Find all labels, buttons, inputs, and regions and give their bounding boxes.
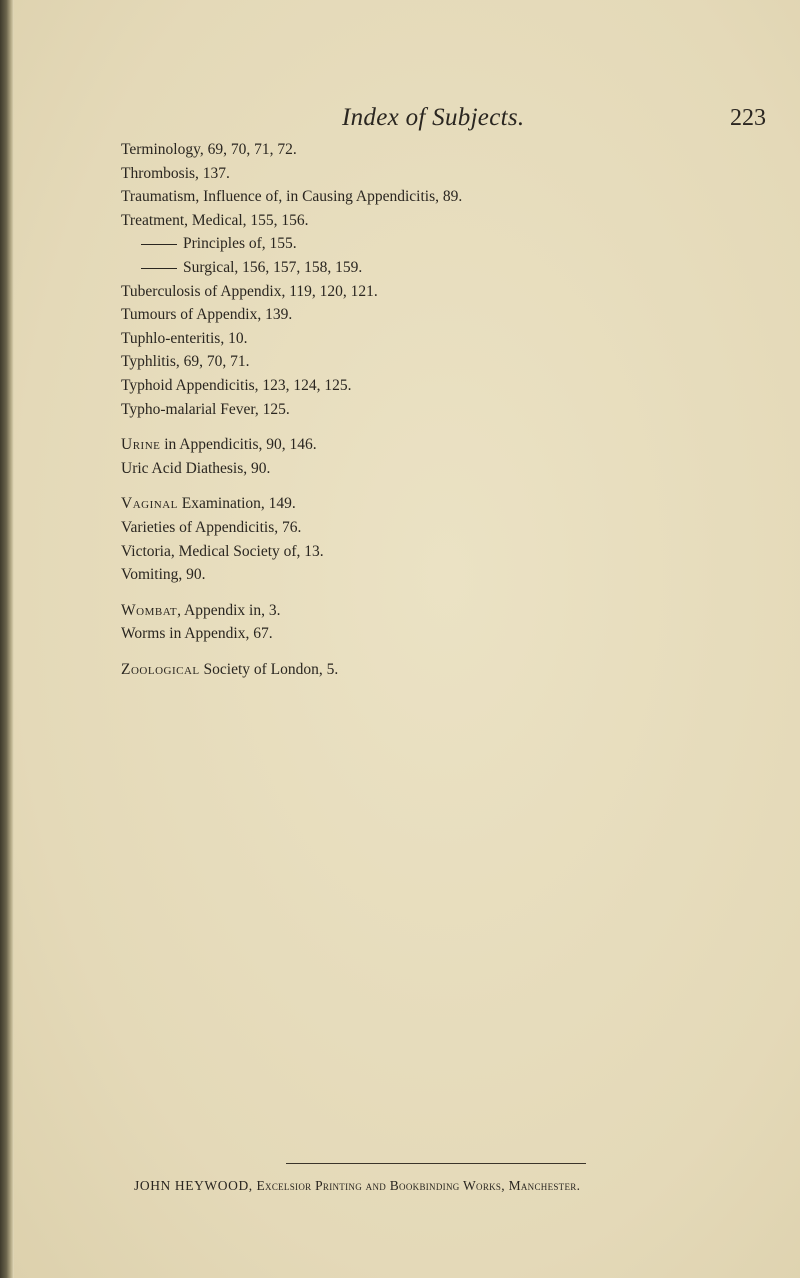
index-entry-text: Society of London, 5. [199, 660, 339, 678]
page-number: 223 [730, 105, 766, 131]
index-entry: Terminology, 69, 70, 71, 72. [121, 141, 297, 158]
index-entry: Uric Acid Diathesis, 90. [121, 459, 271, 477]
index-group-w [121, 599, 761, 646]
index-entry: Tumours of Appendix, 139. [121, 306, 293, 324]
running-title: Index of Subjects. [342, 104, 525, 131]
index-entry: Victoria, Medical Society of, 13. [121, 542, 324, 560]
index-subentry [121, 232, 761, 256]
index-entry-text: in Appendicitis, 90, 146. [160, 436, 317, 454]
index-subentry [121, 256, 761, 280]
index-subentry-text: Principles of, 155. [183, 235, 297, 253]
book-binding-shadow [0, 0, 14, 1278]
index-entry: Worms in Appendix, 67. [121, 625, 273, 643]
index-entry: Typhlitis, 69, 70, 71. [121, 353, 250, 371]
index-entry: Typhoid Appendicitis, 123, 124, 125. [121, 376, 352, 394]
printer-imprint [134, 1178, 734, 1194]
index-entry-text: , Appendix in, 3. [177, 601, 281, 619]
index-entry: Traumatism, Influence of, in Causing Appendicitis, 89. [121, 188, 463, 206]
index-head-word: Wombat [121, 601, 178, 619]
running-header [14, 104, 800, 138]
index-subentry-text: Surgical, 156, 157, 158, 159. [183, 258, 363, 276]
index-entry: Treatment, Medical, 155, 156. [121, 211, 309, 229]
index-entry: Typho-malarial Fever, 125. [121, 400, 290, 418]
index-entry [121, 492, 761, 516]
subject-index [121, 138, 761, 681]
ditto-dash [141, 268, 177, 269]
index-group-u [121, 433, 761, 480]
book-page [14, 0, 800, 1278]
index-entry: Tuphlo-enteritis, 10. [121, 329, 248, 347]
printer-name: JOHN HEYWOOD, [134, 1178, 253, 1193]
index-head-word: Vaginal [121, 495, 178, 513]
ditto-dash [141, 244, 177, 245]
index-head-word: Zoological [121, 660, 200, 678]
index-entry: Vomiting, 90. [121, 566, 206, 584]
index-entry-text: Examination, 149. [177, 495, 296, 513]
footer-rule [286, 1163, 586, 1164]
index-entry [121, 658, 761, 682]
index-entry: Thrombosis, 137. [121, 164, 230, 182]
index-entry [121, 433, 761, 457]
index-group-z [121, 658, 761, 682]
index-group-v [121, 492, 761, 586]
index-entry [121, 599, 761, 623]
index-entry: Varieties of Appendicitis, 76. [121, 518, 302, 536]
index-entry: Tuberculosis of Appendix, 119, 120, 121. [121, 282, 378, 300]
printer-details: Excelsior Printing and Bookbinding Works, Manchester. [252, 1178, 581, 1193]
index-head-word: Urine [121, 436, 161, 454]
index-group-t [121, 138, 761, 421]
